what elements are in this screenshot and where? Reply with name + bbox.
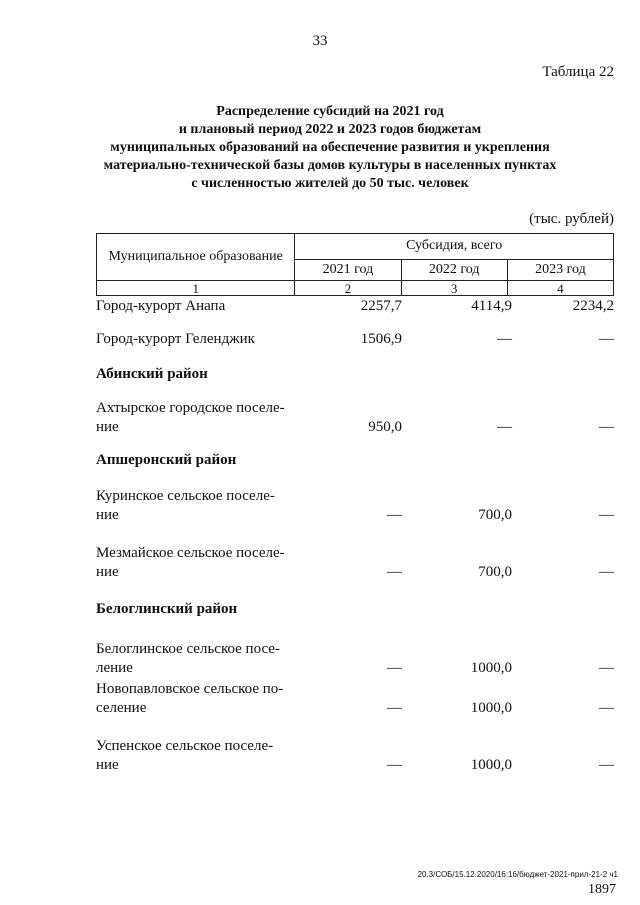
table-number: Таблица 22 bbox=[542, 64, 614, 80]
header-col-number: 3 bbox=[401, 281, 507, 296]
value-2022: 1000,0 bbox=[470, 757, 512, 773]
page-number: 33 bbox=[312, 33, 328, 49]
value-2022: 700,0 bbox=[478, 564, 512, 580]
value-2023: — bbox=[599, 660, 614, 676]
header-year-2023: 2023 год bbox=[507, 259, 613, 280]
value-2022: 4114,9 bbox=[471, 298, 512, 314]
value-2021: — bbox=[387, 564, 402, 580]
footer-page-number: 1897 bbox=[588, 882, 616, 897]
value-2023: — bbox=[599, 757, 614, 773]
row-name: Город-курорт Геленджик bbox=[96, 331, 255, 347]
value-2021: 950,0 bbox=[368, 419, 402, 435]
value-2023: — bbox=[599, 507, 614, 523]
title-line: и плановый период 2022 и 2023 годов бюджетам bbox=[178, 122, 482, 137]
value-2021: 1506,9 bbox=[360, 331, 402, 347]
value-2022: 1000,0 bbox=[470, 660, 512, 676]
footer-reference: 20.3/СОБ/15.12.2020/16:16/бюджет-2021-прил-21-2 ч1 bbox=[417, 870, 618, 879]
header-col-number: 2 bbox=[295, 281, 401, 296]
value-2021: 2257,7 bbox=[360, 298, 402, 314]
value-2022: 700,0 bbox=[478, 507, 512, 523]
title-line: материально-технической базы домов культуры в населенных пунктах bbox=[103, 158, 557, 173]
value-2023: 2234,2 bbox=[572, 298, 614, 314]
value-2023: — bbox=[599, 564, 614, 580]
header-municipality: Муниципальное образование bbox=[97, 234, 295, 281]
header-subsidy-total: Субсидия, всего bbox=[295, 234, 614, 260]
value-2021: — bbox=[387, 660, 402, 676]
title-line: Распределение субсидий на 2021 год bbox=[216, 104, 444, 119]
value-2023: — bbox=[599, 331, 614, 347]
title-line: муниципальных образований на обеспечение развития и укрепления bbox=[110, 140, 550, 155]
value-2021: — bbox=[387, 507, 402, 523]
row-name: Куринское сельское поселе- ние bbox=[96, 488, 275, 523]
row-name: Город-курорт Анапа bbox=[96, 298, 226, 314]
value-2021: — bbox=[387, 757, 402, 773]
value-2023: — bbox=[599, 419, 614, 435]
value-2023: — bbox=[599, 700, 614, 716]
header-year-2021: 2021 год bbox=[295, 259, 401, 280]
row-name: Белоглинское сельское посе- ление bbox=[96, 641, 280, 676]
value-2022: — bbox=[497, 331, 512, 347]
units-label: (тыс. рублей) bbox=[529, 211, 614, 227]
title-line: с численностью жителей до 50 тыс. человек bbox=[191, 176, 469, 191]
table-title bbox=[60, 103, 600, 193]
table-header bbox=[96, 233, 614, 296]
row-name: Новопавловское сельское по- селение bbox=[96, 681, 284, 716]
value-2022: — bbox=[497, 419, 512, 435]
header-col-number: 1 bbox=[97, 281, 295, 296]
row-name: Ахтырское городское поселе- ние bbox=[96, 400, 285, 435]
header-col-number: 4 bbox=[507, 281, 613, 296]
row-name: Успенское сельское поселе- ние bbox=[96, 738, 274, 773]
row-name: Мезмайское сельское поселе- ние bbox=[96, 545, 285, 580]
header-year-2022: 2022 год bbox=[401, 259, 507, 280]
value-2021: — bbox=[387, 700, 402, 716]
value-2022: 1000,0 bbox=[470, 700, 512, 716]
